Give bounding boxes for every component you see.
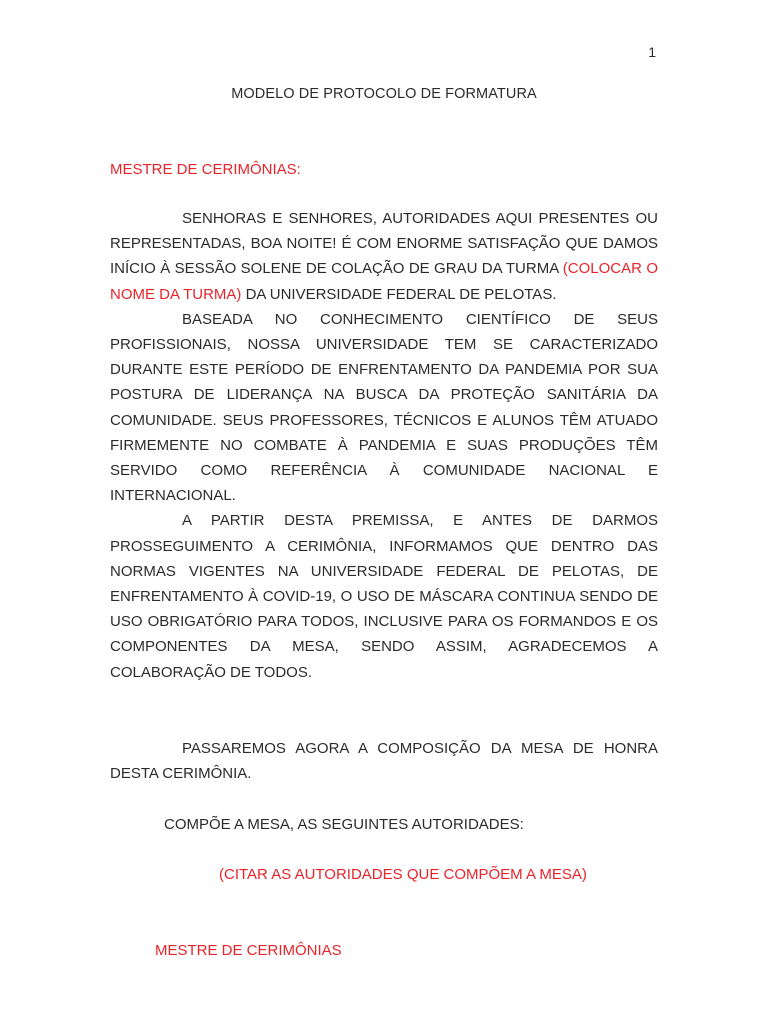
cite-authorities-placeholder: (CITAR AS AUTORIDADES QUE COMPÕEM A MESA) (219, 866, 587, 883)
speaker-label-master-of-ceremonies-2: MESTRE DE CERIMÔNIAS (155, 942, 342, 959)
speaker-label-master-of-ceremonies: MESTRE DE CERIMÔNIAS: (110, 161, 301, 178)
paragraph-opening-text: SENHORAS E SENHORES, AUTORIDADES AQUI PRESENTES OU REPRESENTADAS, BOA NOITE! É COM ENORME SATISFAÇÃO QUE DAMOS INÍCIO À SESSÃO SOLENE DE COLAÇÃO DE GRAU DA TURMA (110, 210, 658, 278)
compose-table-line: COMPÕE A MESA, AS SEGUINTES AUTORIDADES: (164, 816, 524, 833)
speech-body (110, 206, 658, 685)
speech-body-table (110, 736, 658, 786)
paragraph-opening-tail: DA UNIVERSIDADE FEDERAL DE PELOTAS. (241, 285, 557, 303)
paragraph-table-composition: PASSAREMOS AGORA A COMPOSIÇÃO DA MESA DE HONRA DESTA CERIMÔNIA. (110, 740, 658, 783)
page-number: 1 (648, 44, 656, 60)
paragraph-opening (110, 206, 658, 307)
class-name-placeholder: (COLOCAR O NOME DA TURMA) (110, 260, 659, 303)
paragraph-mask-notice: A PARTIR DESTA PREMISSA, E ANTES DE DARMOS PROSSEGUIMENTO A CERIMÔNIA, INFORMAMOS QUE DENTRO DAS NORMAS VIGENTES NA UNIVERSIDADE FEDERAL DE PELOTAS, DE ENFRENTAMENTO À COVID-19, O USO DE MÁSCARA CONTINUA SENDO DE USO OBRIGATÓRIO PARA TODOS, INCLUSIVE PARA OS FORMANDOS E OS COMPONENTES DA MESA, SENDO ASSIM, AGRADECEMOS A COLABORAÇÃO DE TODOS. (110, 512, 658, 681)
document-title: MODELO DE PROTOCOLO DE FORMATURA (231, 86, 537, 102)
paragraph-university: BASEADA NO CONHECIMENTO CIENTÍFICO DE SEUS PROFISSIONAIS, NOSSA UNIVERSIDADE TEM SE CARACTERIZADO DURANTE ESTE PERÍODO DE ENFRENTAMENTO DA PANDEMIA POR SUA POSTURA DE LIDERANÇA NA BUSCA DA PROTEÇÃO SANITÁRIA DA COMUNIDADE. SEUS PROFESSORES, TÉCNICOS E ALUNOS TÊM ATUADO FIRMEMENTE NO COMBATE À PANDEMIA E SUAS PRODUÇÕES TÊM SERVIDO COMO REFERÊNCIA À COMUNIDADE NACIONAL E INTERNACIONAL. (110, 310, 658, 505)
